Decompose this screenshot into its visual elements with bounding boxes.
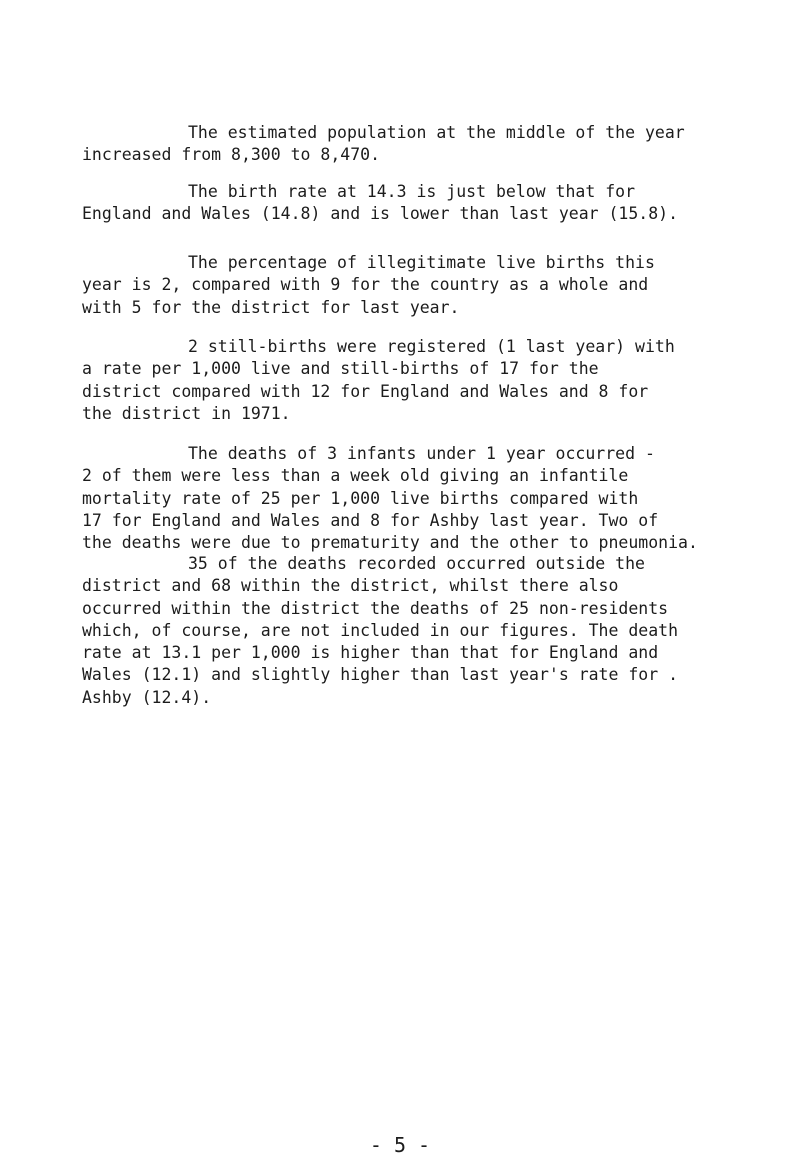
paragraph-death-rate <box>82 553 782 709</box>
text-line: rate at 13.1 per 1,000 is higher than that for England and <box>82 643 659 663</box>
text-line: 17 for England and Wales and 8 for Ashby last year. Two of <box>82 510 659 530</box>
text-line: The deaths of 3 infants under 1 year occurred - <box>188 444 655 463</box>
text-line: the district in 1971. <box>82 403 291 423</box>
paragraph-infant-deaths <box>82 443 782 554</box>
text-line: with 5 for the district for last year. <box>82 297 460 317</box>
text-line: year is 2, compared with 9 for the country as a whole and <box>82 275 649 295</box>
text-line: district and 68 within the district, whilst there also <box>82 576 619 596</box>
text-line: England and Wales (14.8) and is lower than last year (15.8). <box>82 204 679 224</box>
text-line: increased from 8,300 to 8,470. <box>82 145 381 165</box>
text-line: occurred within the district the deaths of 25 non-residents <box>82 598 669 618</box>
text-line: Ashby (12.4). <box>82 687 212 707</box>
text-line: which, of course, are not included in our figures. The death <box>82 620 679 640</box>
paragraph-population <box>82 122 782 167</box>
text-line: 2 still-births were registered (1 last year) with <box>188 337 675 356</box>
text-line: Wales (12.1) and slightly higher than last year's rate for . <box>82 665 679 685</box>
paragraph-still-births <box>82 336 782 425</box>
text-line: mortality rate of 25 per 1,000 live births compared with <box>82 488 639 508</box>
text-line: 2 of them were less than a week old giving an infantile <box>82 466 629 486</box>
page-number: - 5 - <box>369 1133 431 1157</box>
text-line: The percentage of illegitimate live births this <box>188 253 655 272</box>
text-line: The birth rate at 14.3 is just below that for <box>188 182 636 201</box>
text-line: 35 of the deaths recorded occurred outside the <box>188 554 645 573</box>
text-line: The estimated population at the middle of the year <box>188 123 685 142</box>
paragraph-birth-rate <box>82 181 782 226</box>
text-line: district compared with 12 for England and Wales and 8 for <box>82 381 649 401</box>
paragraph-illegitimate-births <box>82 252 782 319</box>
text-line: a rate per 1,000 live and still-births of 17 for the <box>82 359 599 379</box>
text-line: the deaths were due to prematurity and the other to pneumonia. <box>82 533 698 553</box>
